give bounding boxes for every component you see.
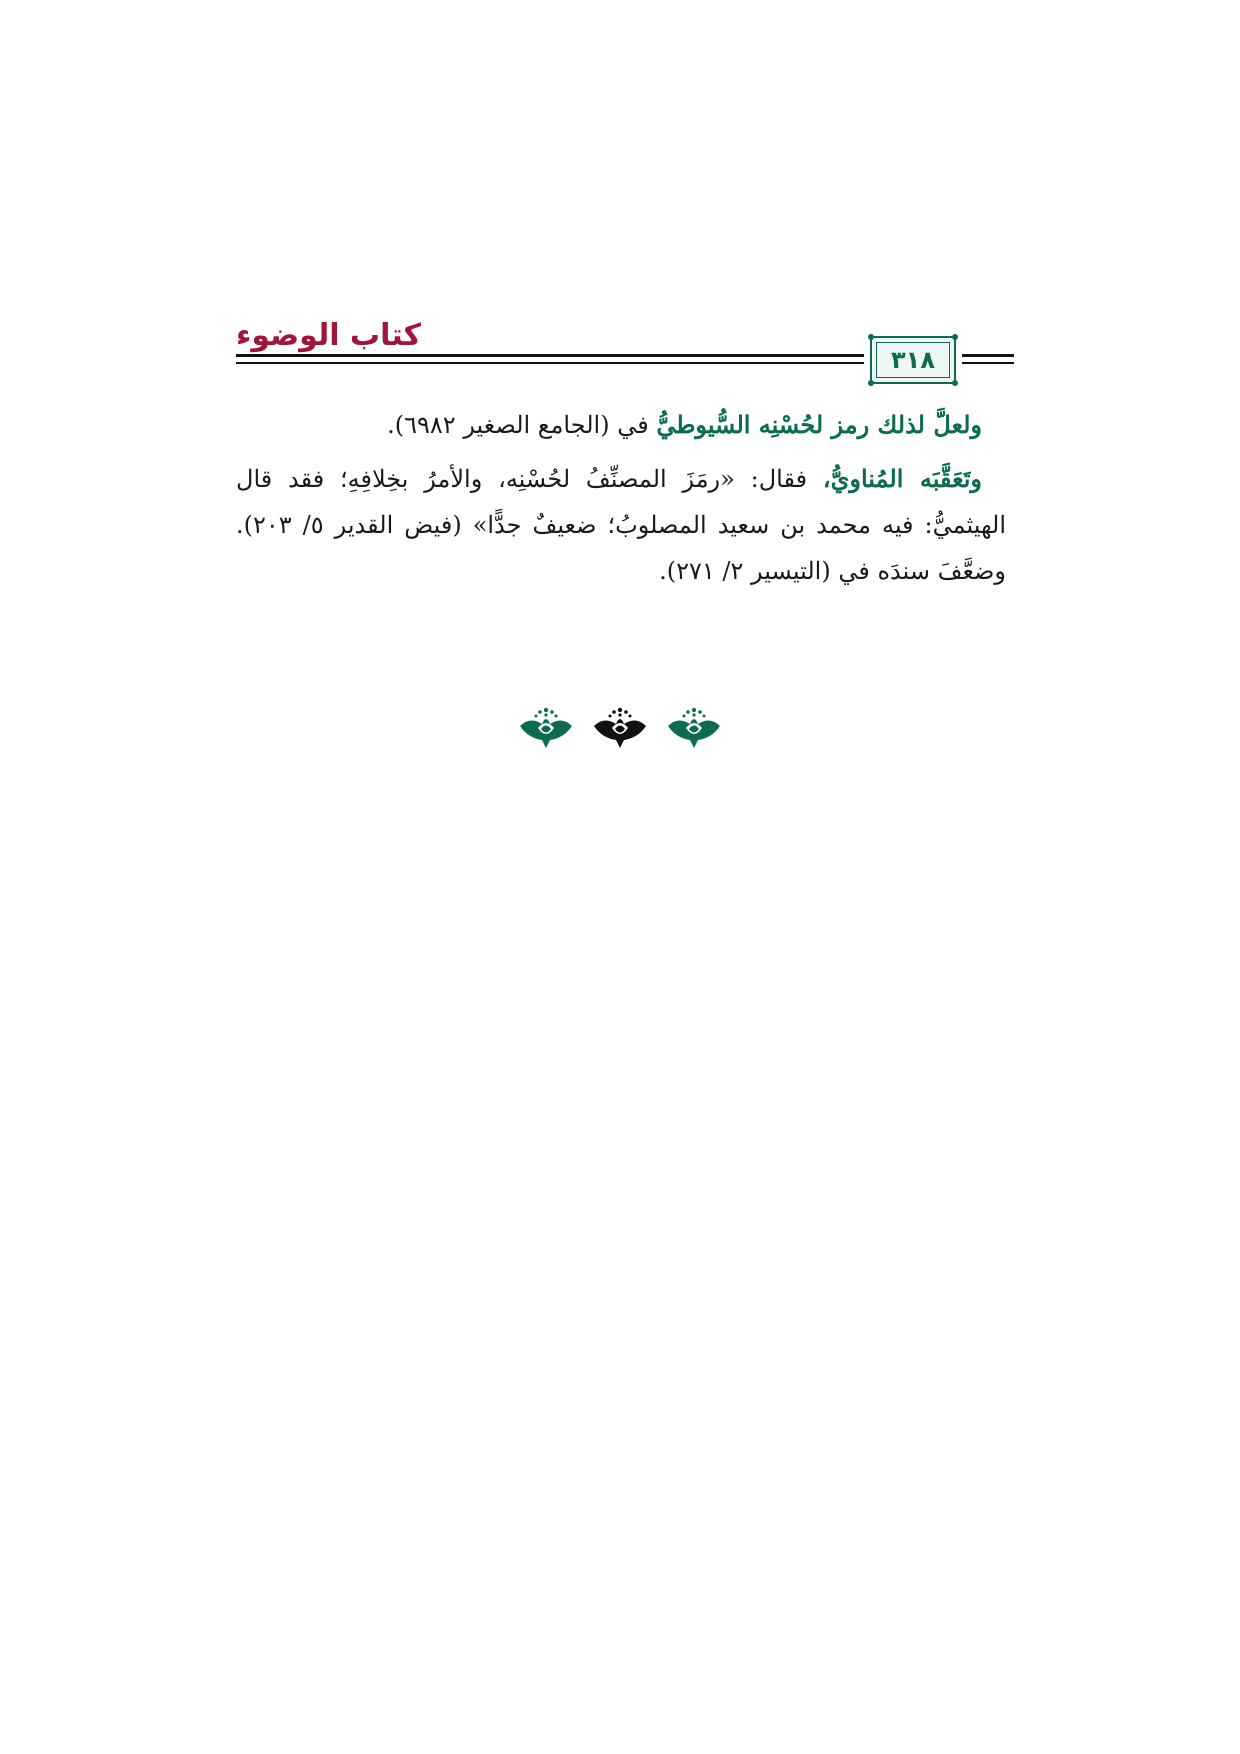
highlighted-text: ولعلَّ لذلك رمز لحُسْنِه السُّيوطيُّ xyxy=(656,410,982,439)
paragraph-text: فقال: «رمَزَ المصنِّفُ لحُسْنِه، والأمرُ بخِلافِهِ؛ فقد قال الهيثميُّ: فيه محمد بن سعيد المصلوبُ؛ ضعيفٌ جدًّا» (فيض القدير ٥/ ٢٠٣). وضعَّفَ سندَه في (التيسير ٢/ ٢٧١). xyxy=(236,465,1007,585)
lotus-ornament-icon xyxy=(594,708,646,748)
paragraph xyxy=(236,456,1006,594)
page-number-inner xyxy=(876,342,950,378)
header-rule xyxy=(236,354,864,357)
page-body xyxy=(236,402,1006,602)
section-end-ornament xyxy=(516,704,724,750)
frame-corner-icon xyxy=(952,334,958,340)
page-number-frame xyxy=(870,336,956,384)
frame-corner-icon xyxy=(868,380,874,386)
header-rule xyxy=(962,362,1014,364)
lotus-ornament-icon xyxy=(668,708,720,748)
frame-corner-icon xyxy=(868,334,874,340)
highlighted-text: وتَعَقَّبَه المُناويُّ، xyxy=(822,464,982,493)
header-rule xyxy=(236,362,864,364)
paragraph-text: في (الجامع الصغير ٦٩٨٢). xyxy=(387,411,657,439)
lotus-ornament-icon xyxy=(520,708,572,748)
frame-corner-icon xyxy=(952,380,958,386)
page-header xyxy=(236,318,1014,386)
paragraph xyxy=(236,402,1006,448)
book-title: كتاب الوضوء xyxy=(236,318,422,353)
header-rule xyxy=(962,354,1014,357)
page-number: ٣١٨ xyxy=(891,346,935,374)
